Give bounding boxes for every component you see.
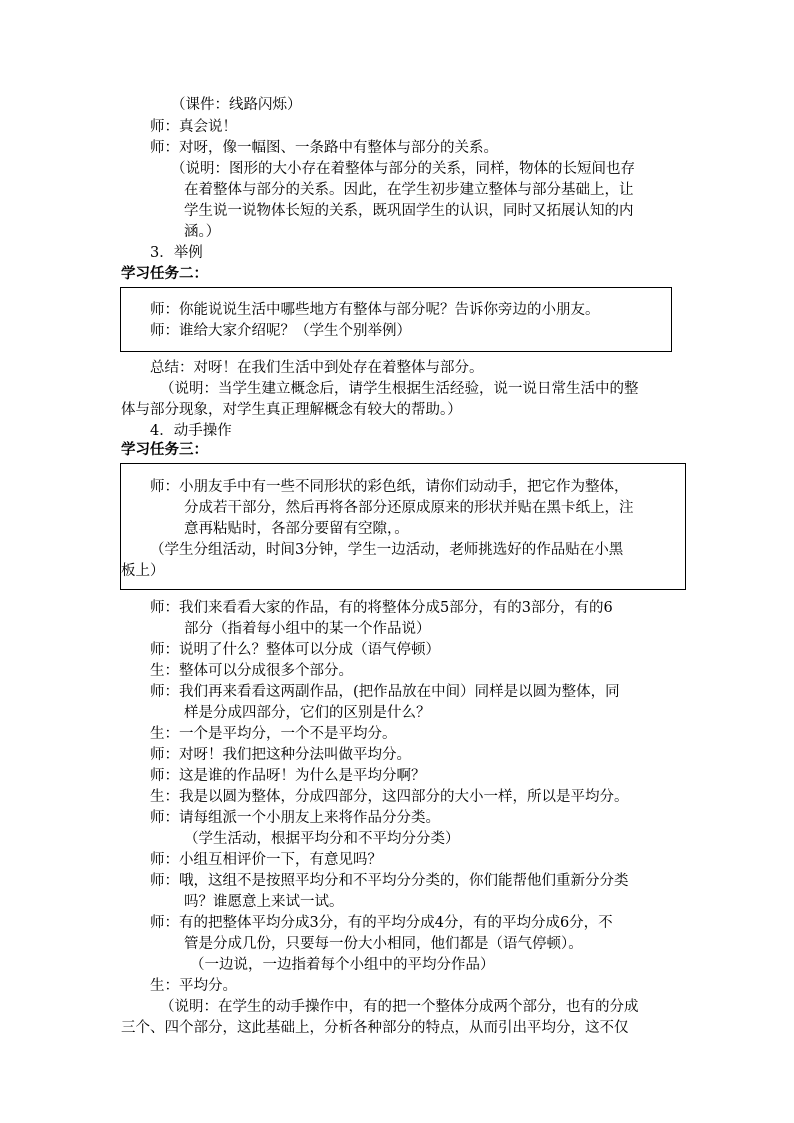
explanation-line: （说明：图形的大小存在着整体与部分的关系，同样，物体的长短间也存 — [171, 161, 635, 177]
dialogue-line: 师：对呀！我们把这种分法叫做平均分。 — [150, 747, 411, 763]
summary-line: 总结：对呀！在我们生活中到处存在着整体与部分。 — [150, 360, 484, 376]
teacher-line: 师：对呀，像一幅图、一条路中有整体与部分的关系。 — [150, 140, 498, 156]
explanation-line: （说明：在学生的动手操作中，有的把一个整体分成两个部分，也有的分成 — [160, 999, 639, 1015]
teacher-line: 分成若干部分，然后再将各部分还原成原来的形状并贴在黑卡纸上，注 — [184, 500, 634, 516]
dialogue-line: 师：说明了什么？整体可以分成（语气停顿） — [150, 642, 440, 658]
dialogue-line: 生：平均分。 — [150, 978, 237, 994]
dialogue-line: 管是分成几份，只要每一份大小相同，他们都是（语气停顿）。 — [184, 936, 583, 952]
dialogue-line: 部分（指着每小组中的某一个作品说） — [184, 621, 431, 637]
explanation-line: 涵。） — [184, 224, 221, 240]
section-heading: 3．举例 — [150, 245, 203, 261]
dialogue-line: 师：哦，这组不是按照平均分和不平均分分类的，你们能帮他们重新分分类 — [150, 873, 629, 889]
dialogue-line: 样是分成四部分，它们的区别是什么？ — [184, 705, 431, 721]
teacher-line: 意再粘贴时，各部分要留有空隙，。 — [184, 521, 409, 537]
dialogue-line: 生：整体可以分成很多个部分。 — [150, 663, 353, 679]
activity-note: 板上） — [121, 563, 165, 579]
dialogue-line: 师：我们再来看看这两副作品，(把作品放在中间）同样是以圆为整体，同 — [150, 684, 620, 700]
activity-note: （学生分组活动，时间3分钟，学生一边活动，老师挑选好的作品贴在小黑 — [150, 542, 624, 558]
explanation-line: （说明：当学生建立概念后，请学生根据生活经验，说一说日常生活中的整 — [160, 381, 639, 397]
teacher-line: 师：你能说说生活中哪些地方有整体与部分呢？告诉你旁边的小朋友。 — [150, 302, 600, 318]
explanation-line: 体与部分现象，对学生真正理解概念有较大的帮助。） — [121, 402, 462, 418]
dialogue-line: 师：我们来看看大家的作品，有的将整体分成5部分，有的3部分，有的6 — [150, 600, 613, 616]
teacher-line: 师：真会说！ — [150, 119, 237, 135]
dialogue-line: 师：这是谁的作品呀！为什么是平均分啊？ — [150, 768, 426, 784]
task-title: 学习任务三： — [121, 442, 208, 458]
courseware-note: （课件：线路闪烁） — [171, 97, 302, 113]
dialogue-line: 生：一个是平均分，一个不是平均分。 — [150, 726, 397, 742]
explanation-line: 学生说一说物体长短的关系，既巩固学生的认识，同时又拓展认知的内 — [184, 203, 634, 219]
dialogue-line: 吗？谁愿意上来试一试。 — [184, 894, 344, 910]
section-heading: 4．动手操作 — [150, 423, 232, 439]
task-box — [120, 287, 672, 352]
dialogue-line: 师：请每组派一个小朋友上来将作品分分类。 — [150, 810, 440, 826]
explanation-line: 三个、四个部分，这此基础上，分析各种部分的特点，从而引出平均分，这不仅 — [121, 1020, 629, 1036]
explanation-line: 在着整体与部分的关系。因此，在学生初步建立整体与部分基础上，让 — [184, 182, 634, 198]
teacher-line: 师：小朋友手中有一些不同形状的彩色纸，请你们动动手，把它作为整体， — [150, 479, 629, 495]
activity-note: （一边说，一边指着每个小组中的平均分作品） — [190, 957, 495, 973]
dialogue-line: 师：有的把整体平均分成3分，有的平均分成4分，有的平均分成6分，不 — [150, 915, 613, 931]
task-title: 学习任务二： — [121, 266, 208, 282]
teacher-line: 师：谁给大家介绍呢？（学生个别举例） — [150, 323, 411, 339]
dialogue-line: 生：我是以圆为整体，分成四部分，这四部分的大小一样，所以是平均分。 — [150, 789, 629, 805]
activity-note: （学生活动，根据平均分和不平均分分类） — [184, 831, 460, 847]
dialogue-line: 师：小组互相评价一下，有意见吗？ — [150, 852, 382, 868]
